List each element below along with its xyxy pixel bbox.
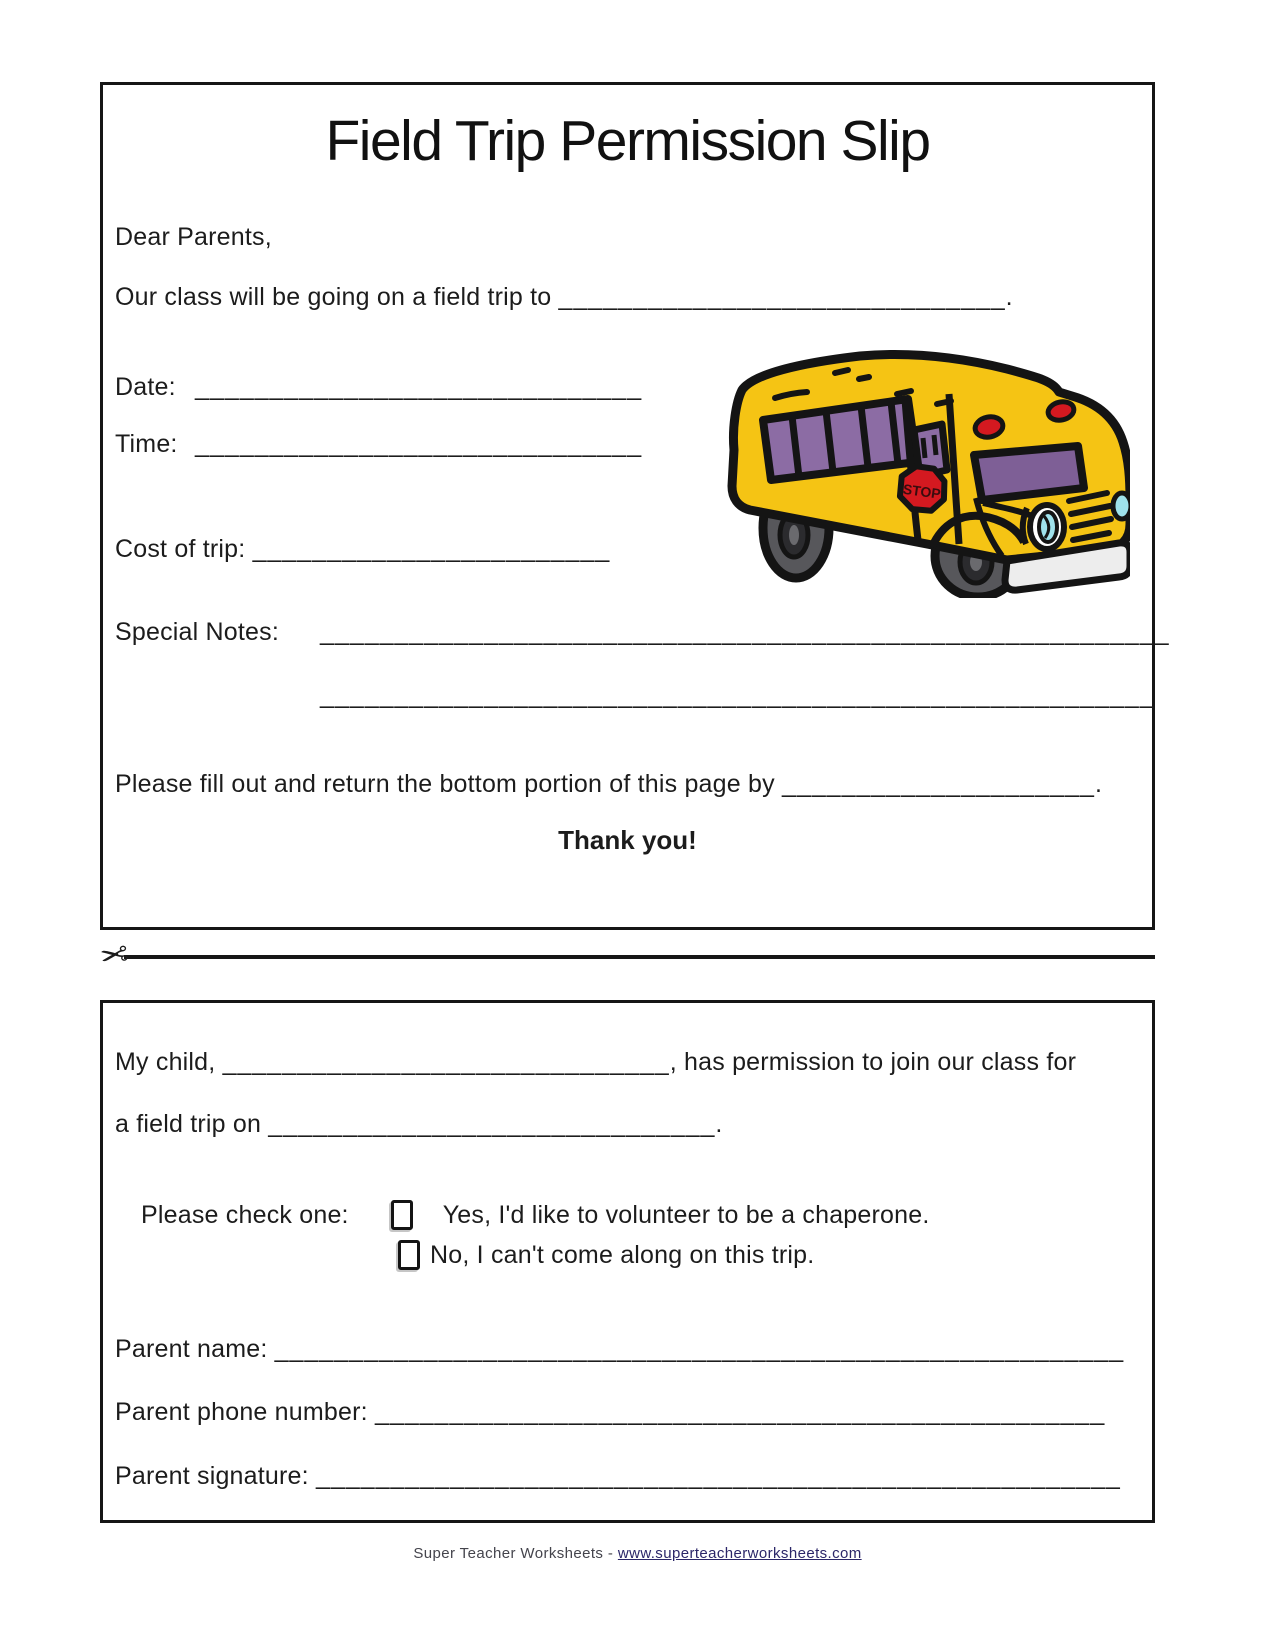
cut-here-divider [97,934,1155,978]
return-date-blank: _____________________ [781,770,1095,798]
child-line [115,1048,1076,1077]
parent-phone-blank: _________________________________________________ [374,1398,1106,1426]
time-label: Time: [115,430,178,458]
trip-suffix: . [715,1110,723,1138]
parent-name-label: Parent name: [115,1335,275,1363]
checkbox-no-icon[interactable] [398,1240,420,1270]
return-slip-box [100,1000,1155,1523]
parent-name-blank: _________________________________________________________ [274,1335,1125,1363]
trip-prefix: a field trip on [115,1110,269,1138]
footer [0,1545,1275,1562]
destination-blank: ______________________________ [558,283,1006,311]
stop-sign-text: STOP [901,480,942,502]
parent-signature-blank: ______________________________________________________ [315,1462,1121,1490]
child-suffix: , has permission to join our class for [669,1048,1077,1076]
child-prefix: My child, [115,1048,223,1076]
cost-blank: ________________________ [252,535,611,563]
footer-site-link[interactable]: www.superteacherworksheets.com [617,1545,862,1562]
parent-signature-label: Parent signature: [115,1462,316,1490]
trip-date-blank: ______________________________ [268,1110,716,1138]
time-line [115,430,642,459]
notes-blank-1: _________________________________________________________ [320,618,1170,646]
cost-label: Cost of trip: [115,535,253,563]
page-title: Field Trip Permission Slip [325,109,930,173]
parent-signature-line [115,1462,1121,1491]
return-line [115,770,1102,799]
return-prefix: Please fill out and return the bottom portion of this page by [115,770,782,798]
trip-date-line [115,1110,723,1139]
notes-blank-2: ________________________________________________________ [320,681,1155,709]
intro-prefix: Our class will be going on a field trip to [115,283,559,311]
option-yes-label: Yes, I'd like to volunteer to be a chaperone. [442,1200,930,1229]
bus-windshield [974,446,1084,500]
check-prompt: Please check one: [141,1200,349,1229]
notes-line-1 [115,618,1170,647]
check-option-no-row [141,1240,814,1270]
parent-phone-label: Parent phone number: [115,1398,375,1426]
option-no-label: No, I can't come along on this trip. [430,1240,815,1269]
notes-label: Special Notes: [115,618,279,646]
intro-line [115,283,1013,312]
parent-phone-line [115,1398,1105,1427]
footer-credit-text: Super Teacher Worksheets - [413,1545,618,1562]
intro-suffix: . [1005,283,1013,311]
date-line [115,373,642,402]
child-name-blank: ______________________________ [222,1048,670,1076]
teacher-info-box [100,82,1170,930]
cut-line [124,955,1156,959]
date-blank: ______________________________ [195,373,643,401]
salutation-text: Dear Parents, [115,223,272,251]
cost-line [115,535,610,564]
checkbox-yes-icon[interactable] [391,1200,413,1230]
scissors-icon: ✂ [97,934,132,978]
salutation [115,223,272,252]
school-bus-image [695,338,1130,598]
parent-name-line [115,1335,1124,1364]
thank-you-text: Thank you! [558,825,697,855]
notes-line-2 [115,681,1155,710]
date-label: Date: [115,373,176,401]
check-option-yes-row [141,1200,930,1230]
bus-right-headlight-icon [1113,493,1130,519]
time-blank: ______________________________ [195,430,643,458]
return-suffix: . [1094,770,1103,798]
